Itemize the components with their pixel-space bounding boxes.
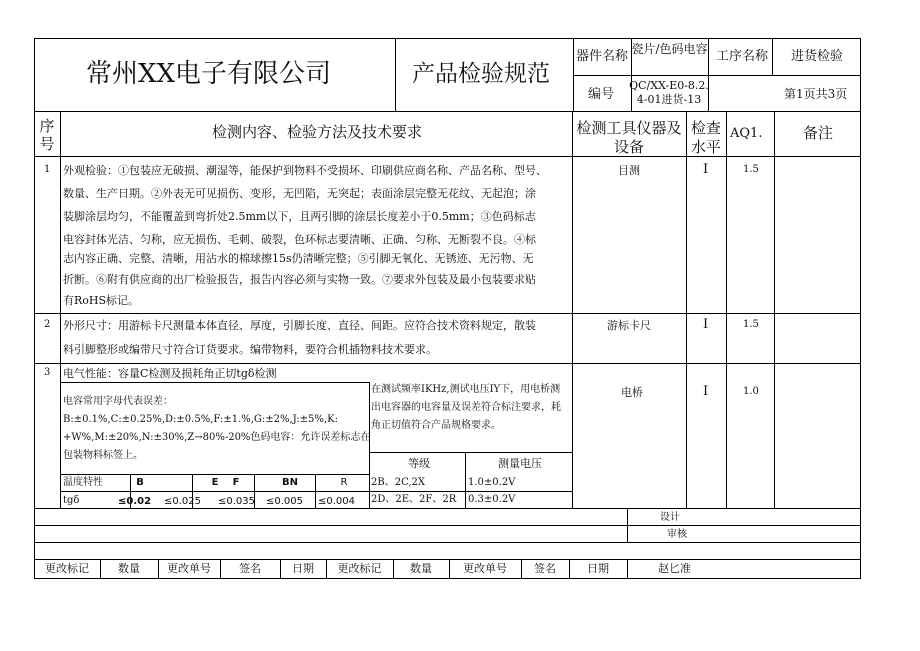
grade-value: 2B、2C,2X	[371, 477, 426, 488]
code-label: 编号	[588, 87, 615, 102]
col-aql: AQ1.	[730, 126, 763, 141]
item-3-left-line: 电容常用字母代表误差：	[63, 396, 173, 407]
tg-value: ≤0.035	[218, 496, 256, 507]
footer-header: 更改单号	[463, 562, 507, 575]
item-2-line: 外形尺寸：用游标卡尺测量本体直径、厚度，引脚长度、直径、间距。应符合技术资料规定，散装	[63, 319, 536, 332]
footer-header: 数量	[410, 562, 432, 575]
footer-header: 更改标记	[337, 562, 382, 575]
item-1-line: 外观检验：①包装应无破损、潮湿等，能保护到物料不受损坏、印刷供应商名称、产品名称、型号、	[63, 164, 547, 177]
temp-header: E	[211, 477, 219, 488]
footer-header: 日期	[587, 562, 609, 575]
doc-title: 产品检验规范	[412, 61, 550, 87]
item-1-line: 折断。⑥附有供应商的出厂检验报告，报告内容必须与实物一致。⑦要求外包装及最小包装要求贴	[63, 273, 536, 286]
volt-value: 0.3±0.2V	[468, 494, 516, 505]
item-1-level: I	[703, 162, 709, 177]
tg-value: ≤0.025	[164, 496, 202, 507]
review-label: 审核	[667, 529, 687, 540]
grade-value: 2D、2E、2F、2R	[371, 494, 457, 505]
item-3-aql: 1.0	[743, 386, 759, 397]
design-label: 设计	[660, 512, 680, 523]
volt-header: 测量电压	[498, 457, 542, 470]
process-value: 进货检验	[791, 49, 844, 64]
item-3-left-line: B:±0.1%,C:±0.25%,D:±0.5%,F:±1.%,G:±2%,J:±5%,K:	[63, 414, 338, 425]
temp-header: R	[340, 477, 348, 488]
col-seq: 序号	[39, 117, 55, 153]
item-1-aql: 1.5	[743, 164, 759, 175]
col-remark: 备注	[803, 124, 834, 142]
footer-header: 数量	[118, 562, 140, 575]
part-name-label: 器件名称	[576, 49, 629, 64]
item-3-right-line: 在测试频率IKHz,测试电压IY下，用电桥测	[371, 384, 561, 395]
item-1-line: 电容封体光洁、匀称，应无损伤、毛刺、破裂，色环标志要清晰、正确、匀称、无断裂不良。④标	[63, 233, 536, 246]
item-3-no: 3	[44, 367, 51, 378]
item-2-tool: 游标卡尺	[607, 319, 651, 332]
item-2-aql: 1.5	[743, 319, 759, 330]
grade-header: 等级	[408, 457, 430, 470]
item-3-level: I	[703, 384, 709, 399]
footer-header: 签名	[534, 562, 556, 575]
item-1-line: 有RoHS标记。	[63, 294, 140, 307]
part-name-value: 瓷片/色码电容	[631, 42, 708, 56]
footer-header: 更改标记	[45, 562, 89, 575]
process-label: 工序名称	[716, 49, 769, 64]
company-name: 常州XX电子有限公司	[86, 59, 332, 89]
item-3-title: 电气性能：容量C检测及损耗角正切tgδ检测	[63, 367, 277, 380]
item-3-right-line: 角正切值符合产品规格要求。	[371, 420, 501, 431]
temp-label: 温度特性	[63, 477, 103, 488]
footer-header: 日期	[292, 562, 314, 575]
item-1-line: 数量、生产日期。②外表无可见损伤、变形，无凹陷，无突起；表面涂层完整无花纹、无起泡；涂	[63, 187, 536, 200]
tg-value: ≤0.005	[266, 496, 304, 507]
col-tools: 检测工具仪器及设备	[576, 119, 682, 156]
code-value: QC/XX-E0-8.2.4-01进货-13	[629, 79, 709, 106]
temp-header: F	[232, 477, 240, 488]
footer-header: 签名	[239, 562, 261, 575]
item-1-line: 装脚涂层均匀，不能覆盖到弯折处2.5mm以下，且两引脚的涂层长度差小于0.5mm；③色码标志	[63, 210, 536, 223]
item-1-no: 1	[44, 164, 51, 175]
tg-value: ≤0.02	[118, 496, 152, 507]
col-level: 检查水平	[690, 119, 721, 156]
item-2-level: I	[703, 317, 709, 332]
tg-label: tgδ	[63, 495, 80, 506]
item-3-tool: 电桥	[621, 386, 643, 399]
item-1-line: 志内容正确、完整、清晰，用沾水的棉球擦15s仍清晰完整；⑤引脚无氧化、无锈迹、无污物、无	[63, 252, 534, 265]
volt-value: 1.0±0.2V	[468, 477, 516, 488]
item-2-no: 2	[44, 319, 51, 330]
item-2-line: 料引脚整形或编带尺寸符合订货要求。编带物料，要符合机插物料技术要求。	[63, 343, 437, 356]
col-content: 检测内容、检验方法及技术要求	[212, 123, 423, 141]
temp-header: BN	[282, 477, 298, 488]
item-1-tool: 目测	[618, 164, 640, 177]
page-info: 第1页共3页	[784, 87, 848, 101]
item-3-left-line: +W%,M:±20%,N:±30%,Z→80%-20%色码电容：允许误差标志在	[63, 432, 371, 443]
item-3-right-line: 出电容器的电容量及误差符合标注要求，耗	[371, 402, 561, 413]
tg-value: ≤0.004	[318, 496, 356, 507]
item-3-left-line: 包装物料标签上。	[63, 450, 143, 461]
footer-header: 更改单号	[167, 562, 211, 575]
approver-name: 赵匕准	[658, 562, 691, 575]
temp-header: B	[136, 477, 144, 488]
